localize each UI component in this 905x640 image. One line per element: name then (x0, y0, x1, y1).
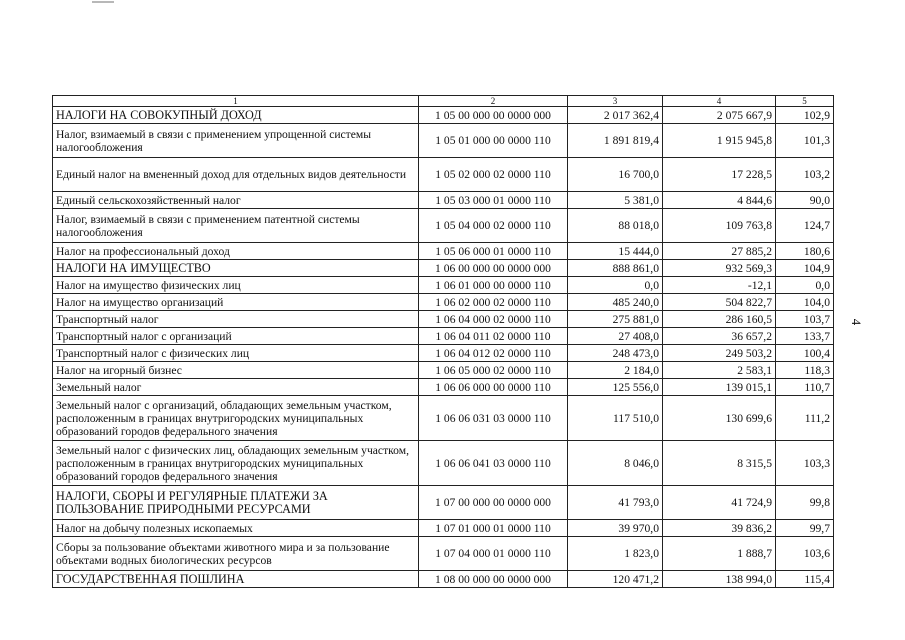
row-name: Единый сельскохозяйственный налог (53, 192, 419, 209)
row-value-actual: 17 228,5 (663, 158, 776, 192)
row-percent: 115,4 (776, 571, 834, 588)
row-name: Налог на имущество физических лиц (53, 277, 419, 294)
row-code: 1 07 04 000 01 0000 110 (419, 537, 568, 571)
row-code: 1 06 06 000 00 0000 110 (419, 379, 568, 396)
row-code: 1 05 03 000 01 0000 110 (419, 192, 568, 209)
row-value-actual: 932 569,3 (663, 260, 776, 277)
column-number-2: 2 (419, 96, 568, 107)
row-value-actual: 2 075 667,9 (663, 107, 776, 124)
row-name: Транспортный налог с физических лиц (53, 345, 419, 362)
table-row (53, 294, 834, 311)
table-row (53, 537, 834, 571)
row-name: Налог, взимаемый в связи с применением патентной системы налогообложения (53, 209, 419, 243)
row-code: 1 06 04 012 02 0000 110 (419, 345, 568, 362)
row-value-planned: 2 017 362,4 (568, 107, 663, 124)
table-row (53, 124, 834, 158)
row-percent: 102,9 (776, 107, 834, 124)
row-percent: 90,0 (776, 192, 834, 209)
row-name: Транспортный налог с организаций (53, 328, 419, 345)
row-code: 1 06 04 000 02 0000 110 (419, 311, 568, 328)
row-percent: 118,3 (776, 362, 834, 379)
row-value-planned: 248 473,0 (568, 345, 663, 362)
column-number-5: 5 (776, 96, 834, 107)
row-value-planned: 5 381,0 (568, 192, 663, 209)
row-percent: 111,2 (776, 396, 834, 441)
row-percent: 103,3 (776, 441, 834, 486)
table-row (53, 379, 834, 396)
revenue-table (52, 95, 834, 588)
row-name: Налог на имущество организаций (53, 294, 419, 311)
table-row (53, 441, 834, 486)
column-number-4: 4 (663, 96, 776, 107)
scan-artifact-mark (92, 1, 114, 3)
row-percent: 101,3 (776, 124, 834, 158)
row-name: Налог, взимаемый в связи с применением упрощенной системы налогообложения (53, 124, 419, 158)
row-percent: 133,7 (776, 328, 834, 345)
row-name: Единый налог на вмененный доход для отдельных видов деятельности (53, 158, 419, 192)
row-percent: 180,6 (776, 243, 834, 260)
row-percent: 103,6 (776, 537, 834, 571)
row-value-actual: 109 763,8 (663, 209, 776, 243)
table-row (53, 260, 834, 277)
table-row (53, 311, 834, 328)
table-row (53, 396, 834, 441)
row-value-actual: 4 844,6 (663, 192, 776, 209)
row-value-planned: 8 046,0 (568, 441, 663, 486)
row-percent: 124,7 (776, 209, 834, 243)
row-name: ГОСУДАРСТВЕННАЯ ПОШЛИНА (53, 571, 419, 588)
row-code: 1 06 06 031 03 0000 110 (419, 396, 568, 441)
table-row (53, 277, 834, 294)
row-value-actual: 130 699,6 (663, 396, 776, 441)
table-row (53, 243, 834, 260)
row-value-actual: -12,1 (663, 277, 776, 294)
table-row (53, 192, 834, 209)
row-value-planned: 88 018,0 (568, 209, 663, 243)
row-code: 1 07 00 000 00 0000 000 (419, 486, 568, 520)
row-percent: 110,7 (776, 379, 834, 396)
row-name: НАЛОГИ, СБОРЫ И РЕГУЛЯРНЫЕ ПЛАТЕЖИ ЗА ПОЛЬЗОВАНИЕ ПРИРОДНЫМИ РЕСУРСАМИ (53, 486, 419, 520)
row-value-actual: 39 836,2 (663, 520, 776, 537)
row-name: НАЛОГИ НА СОВОКУПНЫЙ ДОХОД (53, 107, 419, 124)
table-row (53, 209, 834, 243)
row-value-actual: 249 503,2 (663, 345, 776, 362)
row-code: 1 07 01 000 01 0000 110 (419, 520, 568, 537)
row-code: 1 06 01 000 00 0000 110 (419, 277, 568, 294)
table-row (53, 571, 834, 588)
row-code: 1 06 06 041 03 0000 110 (419, 441, 568, 486)
row-name: Земельный налог с организаций, обладающих земельным участком, расположенным в границах внутригородских муниципальных образований городов федерального значения (53, 396, 419, 441)
row-value-planned: 39 970,0 (568, 520, 663, 537)
column-number-1: 1 (53, 96, 419, 107)
row-value-actual: 8 315,5 (663, 441, 776, 486)
row-value-planned: 275 881,0 (568, 311, 663, 328)
row-name: Сборы за пользование объектами животного мира и за пользование объектами водных биологических ресурсов (53, 537, 419, 571)
row-code: 1 06 00 000 00 0000 000 (419, 260, 568, 277)
row-value-planned: 16 700,0 (568, 158, 663, 192)
row-value-actual: 286 160,5 (663, 311, 776, 328)
row-value-planned: 117 510,0 (568, 396, 663, 441)
table-row (53, 486, 834, 520)
row-code: 1 06 02 000 02 0000 110 (419, 294, 568, 311)
page-number: 4 (849, 318, 864, 326)
table-row (53, 345, 834, 362)
row-value-planned: 27 408,0 (568, 328, 663, 345)
row-name: Налог на профессиональный доход (53, 243, 419, 260)
table-row (53, 107, 834, 124)
row-value-planned: 1 823,0 (568, 537, 663, 571)
row-code: 1 05 02 000 02 0000 110 (419, 158, 568, 192)
row-code: 1 05 04 000 02 0000 110 (419, 209, 568, 243)
row-percent: 104,9 (776, 260, 834, 277)
row-code: 1 08 00 000 00 0000 000 (419, 571, 568, 588)
row-value-actual: 138 994,0 (663, 571, 776, 588)
row-value-planned: 15 444,0 (568, 243, 663, 260)
table-row (53, 158, 834, 192)
row-name: Транспортный налог (53, 311, 419, 328)
row-percent: 100,4 (776, 345, 834, 362)
row-name: Земельный налог (53, 379, 419, 396)
row-code: 1 06 04 011 02 0000 110 (419, 328, 568, 345)
row-value-planned: 485 240,0 (568, 294, 663, 311)
row-value-actual: 504 822,7 (663, 294, 776, 311)
row-percent: 0,0 (776, 277, 834, 294)
row-code: 1 05 01 000 00 0000 110 (419, 124, 568, 158)
row-percent: 104,0 (776, 294, 834, 311)
row-value-planned: 1 891 819,4 (568, 124, 663, 158)
row-value-actual: 41 724,9 (663, 486, 776, 520)
row-value-actual: 27 885,2 (663, 243, 776, 260)
row-name: Налог на добычу полезных ископаемых (53, 520, 419, 537)
row-value-planned: 120 471,2 (568, 571, 663, 588)
row-value-actual: 1 915 945,8 (663, 124, 776, 158)
row-percent: 103,7 (776, 311, 834, 328)
row-value-planned: 41 793,0 (568, 486, 663, 520)
row-code: 1 06 05 000 02 0000 110 (419, 362, 568, 379)
row-value-planned: 2 184,0 (568, 362, 663, 379)
row-name: НАЛОГИ НА ИМУЩЕСТВО (53, 260, 419, 277)
row-value-actual: 36 657,2 (663, 328, 776, 345)
row-value-planned: 125 556,0 (568, 379, 663, 396)
table-row (53, 328, 834, 345)
row-percent: 99,7 (776, 520, 834, 537)
column-number-row (53, 96, 834, 107)
row-percent: 99,8 (776, 486, 834, 520)
revenue-table-body (53, 96, 834, 588)
row-value-actual: 1 888,7 (663, 537, 776, 571)
row-value-actual: 2 583,1 (663, 362, 776, 379)
row-code: 1 05 00 000 00 0000 000 (419, 107, 568, 124)
column-number-3: 3 (568, 96, 663, 107)
row-name: Земельный налог с физических лиц, обладающих земельным участком, расположенным в границах внутригородских муниципальных образований городов федерального значения (53, 441, 419, 486)
row-code: 1 05 06 000 01 0000 110 (419, 243, 568, 260)
row-value-planned: 888 861,0 (568, 260, 663, 277)
row-value-planned: 0,0 (568, 277, 663, 294)
row-value-actual: 139 015,1 (663, 379, 776, 396)
row-name: Налог на игорный бизнес (53, 362, 419, 379)
row-percent: 103,2 (776, 158, 834, 192)
table-row (53, 362, 834, 379)
table-row (53, 520, 834, 537)
